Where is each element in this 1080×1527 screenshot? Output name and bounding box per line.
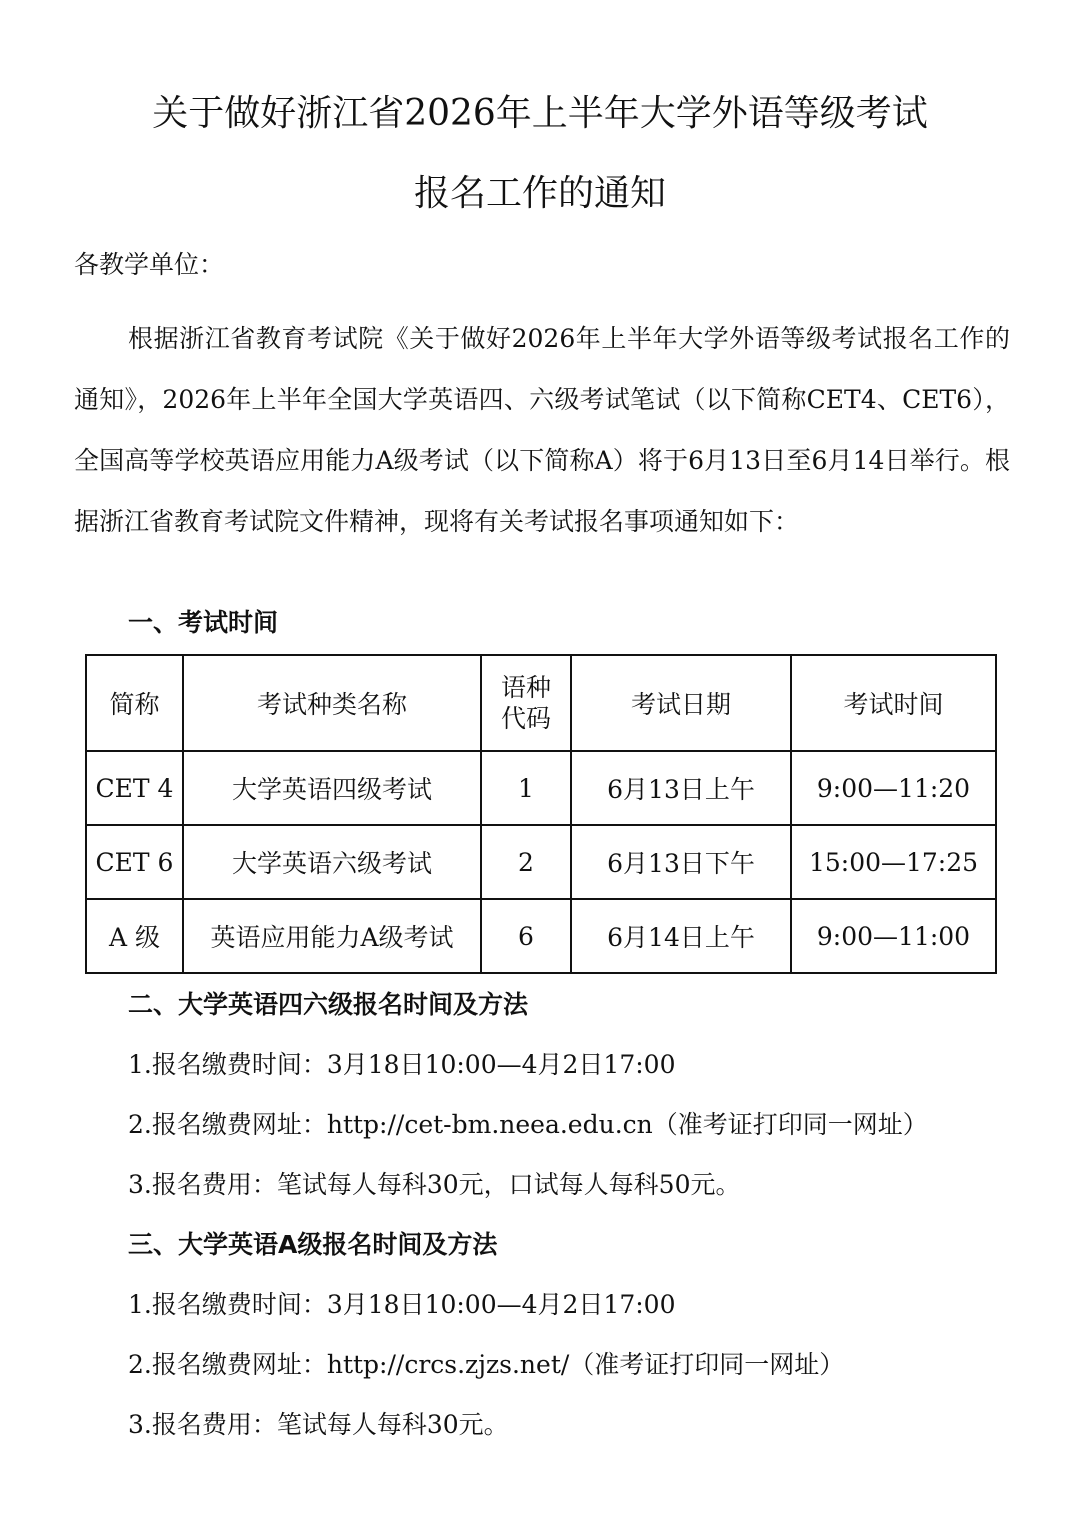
table-row <box>86 825 996 899</box>
header-exam-time: 考试时间 <box>791 655 996 751</box>
cell-language-code: 2 <box>481 825 571 899</box>
header-exam-name: 考试种类名称 <box>183 655 481 751</box>
cell-language-code: 6 <box>481 899 571 973</box>
section2-registration-time: 1.报名缴费时间：3月18日10:00—4月2日17:00 <box>128 1050 676 1079</box>
header-abbr: 简称 <box>86 655 183 751</box>
cell-exam-date: 6月14日上午 <box>571 899 791 973</box>
header-code-line2: 代码 <box>500 704 551 733</box>
section3-registration-url[interactable]: 2.报名缴费网址：http://crcs.zjzs.net/（准考证打印同一网址） <box>128 1350 845 1379</box>
cell-exam-date: 6月13日下午 <box>571 825 791 899</box>
section2-registration-url[interactable]: 2.报名缴费网址：http://cet-bm.neea.edu.cn（准考证打印同一网址） <box>128 1110 928 1139</box>
header-language-code <box>481 655 571 751</box>
header-code-line1: 语种 <box>500 673 551 702</box>
cell-exam-name: 大学英语四级考试 <box>183 751 481 825</box>
document-title-line1: 关于做好浙江省2026年上半年大学外语等级考试 <box>152 93 928 134</box>
cell-abbr: CET 6 <box>86 825 183 899</box>
table-row <box>86 751 996 825</box>
table-header-row <box>86 655 996 751</box>
section3-registration-time: 1.报名缴费时间：3月18日10:00—4月2日17:00 <box>128 1290 676 1319</box>
document-title-line2: 报名工作的通知 <box>413 173 666 214</box>
cell-exam-date: 6月13日上午 <box>571 751 791 825</box>
salutation: 各教学单位： <box>74 250 225 279</box>
cell-abbr: A 级 <box>86 899 183 973</box>
cell-exam-name: 英语应用能力A级考试 <box>183 899 481 973</box>
header-exam-date: 考试日期 <box>571 655 791 751</box>
cell-exam-time: 9:00—11:00 <box>791 899 996 973</box>
intro-paragraph: 根据浙江省教育考试院《关于做好2026年上半年大学外语等级考试报名工作的通知》，2026年上半年全国大学英语四、六级考试笔试（以下简称CET4、CET6），全国高等学校英语应用能力A级考试（以下简称A）将于6月13日至6月14日举行。根据浙江省教育考试院文件精神，现将有关考试报名事项通知如下： <box>74 324 1010 536</box>
cell-exam-name: 大学英语六级考试 <box>183 825 481 899</box>
cell-exam-time: 15:00—17:25 <box>791 825 996 899</box>
section3-registration-fee: 3.报名费用：笔试每人每科30元。 <box>128 1410 509 1439</box>
cell-exam-time: 9:00—11:20 <box>791 751 996 825</box>
cell-abbr: CET 4 <box>86 751 183 825</box>
section1-heading: 一、考试时间 <box>128 608 279 637</box>
cell-language-code: 1 <box>481 751 571 825</box>
section3-heading: 三、大学英语A级报名时间及方法 <box>128 1230 498 1259</box>
table-row <box>86 899 996 973</box>
exam-schedule-table <box>85 654 997 974</box>
section2-heading: 二、大学英语四六级报名时间及方法 <box>128 990 529 1019</box>
section2-registration-fee: 3.报名费用：笔试每人每科30元，口试每人每科50元。 <box>128 1170 741 1199</box>
